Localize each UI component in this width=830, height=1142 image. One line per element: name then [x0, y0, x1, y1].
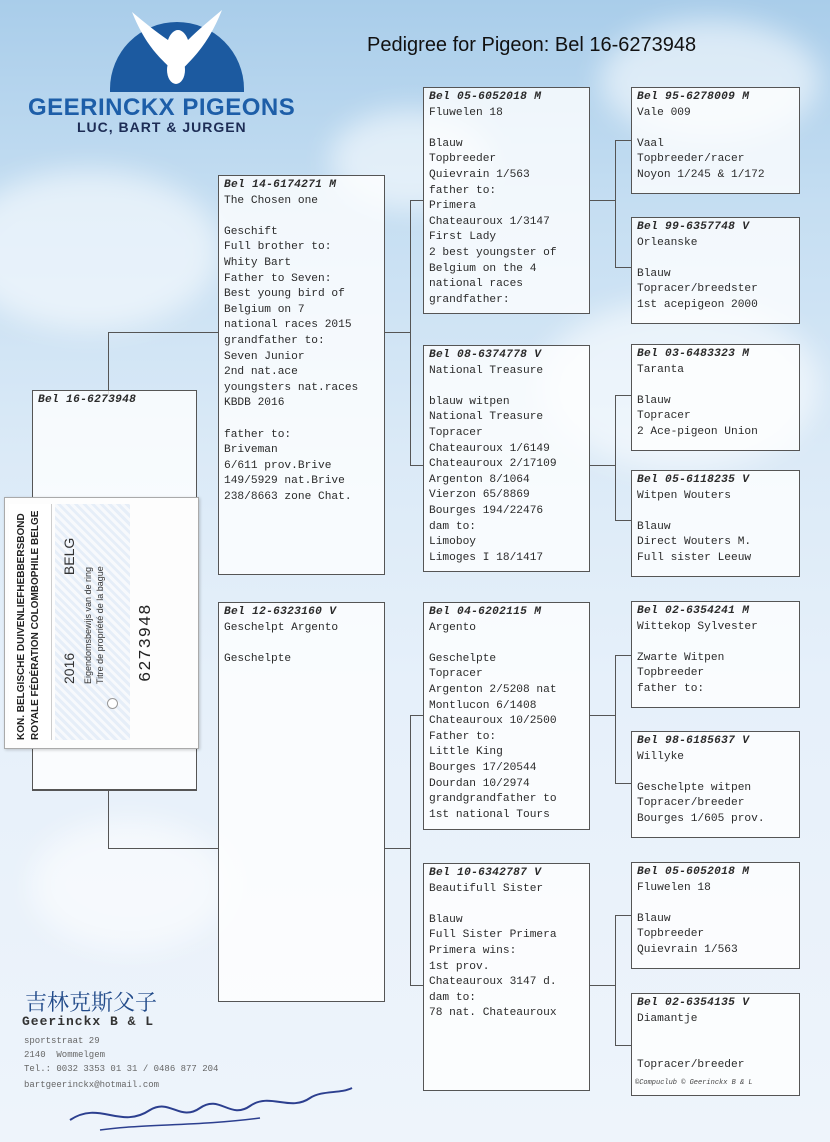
ring-card-info [55, 504, 130, 740]
connector [615, 783, 631, 784]
connector [410, 715, 423, 716]
connector [615, 1045, 631, 1046]
pedigree-line: Blauw [429, 137, 463, 150]
brand-name: GEERINCKX PIGEONS [28, 94, 296, 121]
great-grandparent-ring: Bel 95-6278009 M [637, 91, 750, 103]
signature-icon [60, 1080, 360, 1140]
pedigree-line [637, 504, 794, 520]
great-grandparent-box [631, 601, 800, 708]
pedigree-line: Chateauroux 3147 d. [429, 976, 557, 989]
connector [615, 140, 631, 141]
ring-card-number: 6273948 [137, 603, 156, 682]
pedigree-line: The Chosen one [224, 194, 318, 207]
great-grandparent-ring: Bel 05-6052018 M [637, 866, 750, 878]
pedigree-line [637, 121, 794, 137]
brand-subtitle: LUC, BART & JURGEN [77, 119, 247, 135]
pedigree-line [429, 379, 584, 395]
pedigree-line [637, 635, 794, 651]
ring-card-federation [9, 504, 57, 740]
pedigree-line: 1st prov. [429, 960, 490, 973]
connector [410, 715, 411, 985]
connector [385, 332, 410, 333]
great-grandparent-lines [637, 106, 794, 184]
pedigree-line [637, 896, 794, 912]
grandparent-ring: Bel 08-6374778 V [429, 349, 542, 361]
pedigree-line: Argenton 8/1064 [429, 473, 530, 486]
pedigree-line: Wittekop Sylvester [637, 620, 758, 633]
pedigree-line: Limoges I 18/1417 [429, 551, 544, 564]
pedigree-line: Witpen Wouters [637, 489, 731, 502]
great-grandparent-box [631, 731, 800, 838]
grandparent-box [423, 87, 590, 314]
pedigree-line: Full sister Leeuw [637, 551, 752, 564]
pedigree-line: Topracer/breeder [637, 797, 745, 810]
pedigree-line: dam to: [429, 991, 476, 1004]
pedigree-line: Chateauroux 1/6149 [429, 442, 550, 455]
pedigree-line [637, 1043, 794, 1059]
connector [108, 332, 218, 333]
pedigree-line [429, 636, 584, 652]
pedigree-line: Montlucon 6/1408 [429, 699, 537, 712]
pedigree-line [224, 636, 379, 652]
pedigree-line: Zwarte Witpen [637, 651, 725, 664]
pedigree-line [637, 1027, 794, 1043]
pedigree-line: Geschift [224, 225, 278, 238]
pedigree-line: KBDB 2016 [224, 397, 285, 410]
pedigree-line: Willyke [637, 750, 684, 763]
pedigree-line: youngsters nat.races [224, 381, 359, 394]
cloud [0, 170, 220, 330]
ring-card-year: 2016 [61, 652, 77, 684]
pedigree-line: 238/8663 zone Chat. [224, 490, 352, 503]
pedigree-line: Whity Bart [224, 256, 292, 269]
pedigree-line: national races 2015 [224, 319, 352, 332]
pedigree-line [637, 251, 794, 267]
pedigree-line: Topracer/breeder [637, 1059, 745, 1072]
ring-card [4, 497, 199, 749]
footer-email: bartgeerinckx@hotmail.com [24, 1080, 160, 1090]
pedigree-line: Quievrain 1/563 [637, 943, 738, 956]
connector [108, 332, 109, 395]
footer-street: sportstraat 29 [24, 1036, 100, 1046]
pedigree-line: Beautifull Sister [429, 882, 544, 895]
grandparent-ring: Bel 05-6052018 M [429, 91, 542, 103]
pedigree-line: father to: [224, 428, 292, 441]
pedigree-line: Little King [429, 746, 503, 759]
pedigree-line: Topracer/breedster [637, 283, 758, 296]
pedigree-line: blauw witpen [429, 395, 510, 408]
dam-lines [224, 621, 379, 668]
footer-tel: Tel.: 0032 3353 01 31 / 0486 877 204 [24, 1064, 219, 1074]
grandparent-ring: Bel 04-6202115 M [429, 606, 542, 618]
pedigree-line: Blauw [637, 267, 671, 280]
ring-card-country: BELG [61, 537, 77, 576]
connector [410, 465, 423, 466]
grandparent-lines [429, 621, 584, 824]
pedigree-line: national races [429, 278, 523, 291]
footer-name: Geerinckx B & L [22, 1014, 155, 1029]
great-grandparent-ring: Bel 03-6483323 M [637, 348, 750, 360]
pedigree-line [224, 412, 379, 428]
pedigree-line: 1st national Tours [429, 808, 550, 821]
connector [32, 790, 197, 791]
connector [615, 395, 616, 520]
pedigree-line: 2nd nat.ace [224, 366, 298, 379]
pedigree-line [637, 378, 794, 394]
grandparent-lines [429, 364, 584, 567]
connector [615, 395, 631, 396]
sire-box [218, 175, 385, 575]
grandparent-box [423, 863, 590, 1091]
pedigree-line: 2 best youngster of [429, 246, 557, 259]
pedigree-line: Briveman [224, 444, 278, 457]
connector [615, 655, 631, 656]
great-grandparent-lines [637, 750, 794, 828]
pedigree-line: Geschelpte witpen [637, 781, 752, 794]
pedigree-line: Blauw [429, 913, 463, 926]
pedigree-line: Topracer [429, 426, 483, 439]
pedigree-line: Primera wins: [429, 944, 517, 957]
pedigree-line: Topbreeder/racer [637, 153, 745, 166]
ring-card-text-nl: Eigendomsbewijs van de ring [83, 566, 93, 684]
great-grandparent-lines [637, 236, 794, 314]
pedigree-line: Geschelpt Argento [224, 621, 339, 634]
sire-ring: Bel 14-6174271 M [224, 179, 337, 191]
pedigree-line: Noyon 1/245 & 1/172 [637, 168, 765, 181]
ring-card-federation-nl: KON. BELGISCHE DUIVENLIEFHEBBERSBOND [16, 513, 27, 740]
ring-card-year-country [55, 504, 77, 740]
pedigree-line: Seven Junior [224, 350, 305, 363]
great-grandparent-box [631, 217, 800, 324]
pedigree-line: Argenton 2/5208 nat [429, 683, 557, 696]
pedigree-line: Topracer [429, 668, 483, 681]
connector [108, 848, 218, 849]
connector [615, 140, 616, 267]
pedigree-line: father to: [637, 682, 705, 695]
connector [615, 915, 616, 1045]
great-grandparent-ring: Bel 05-6118235 V [637, 474, 750, 486]
pedigree-line: Vaal [637, 137, 664, 150]
pedigree-line: grandfather to: [224, 334, 325, 347]
pedigree-line: grandgrandfather to [429, 793, 557, 806]
connector [410, 200, 411, 465]
pedigree-line: Limoboy [429, 536, 476, 549]
great-grandparent-box [631, 993, 800, 1096]
pedigree-line: Full brother to: [224, 241, 332, 254]
connector [590, 465, 615, 466]
sire-lines [224, 194, 379, 506]
grandparent-lines [429, 106, 584, 309]
great-grandparent-lines [637, 489, 794, 567]
connector [590, 985, 615, 986]
footer-chinese-name: 吉林克斯父子 [25, 991, 158, 1016]
pedigree-line: Belgium on the 4 [429, 262, 537, 275]
great-grandparent-lines [637, 620, 794, 698]
ring-card-band [9, 504, 52, 740]
pedigree-line: 6/611 prov.Brive [224, 459, 332, 472]
pedigree-line [224, 209, 379, 225]
great-grandparent-ring: Bel 99-6357748 V [637, 221, 750, 233]
pedigree-line: Best young bird of [224, 288, 345, 301]
pedigree-line: Orleanske [637, 236, 698, 249]
pedigree-line: 2 Ace-pigeon Union [637, 425, 758, 438]
great-grandparent-box [631, 87, 800, 194]
pedigree-line: Topracer [637, 410, 691, 423]
ring-card-hole [107, 698, 118, 709]
connector [590, 715, 615, 716]
great-grandparent-lines [637, 881, 794, 959]
page-title: Pedigree for Pigeon: Bel 16-6273948 [367, 34, 697, 56]
pedigree-line: Vierzon 65/8869 [429, 489, 530, 502]
connector [615, 520, 631, 521]
pedigree-line: Chateauroux 2/17109 [429, 458, 557, 471]
pedigree-line: Direct Wouters M. [637, 536, 752, 549]
pedigree-line: National Treasure [429, 364, 544, 377]
compuclub-credit: ©Compuclub © Geerinckx B & L [635, 1079, 753, 1088]
pedigree-line: grandfather: [429, 293, 510, 306]
pedigree-line: Primera [429, 200, 476, 213]
great-grandparent-box [631, 344, 800, 451]
great-grandparent-lines [637, 1012, 794, 1074]
great-grandparent-ring: Bel 02-6354135 V [637, 997, 750, 1009]
pedigree-line: Argento [429, 621, 476, 634]
connector [615, 267, 631, 268]
pedigree-line: First Lady [429, 231, 497, 244]
pedigree-line: Fluwelen 18 [637, 881, 711, 894]
ring-card-info-rotated [55, 504, 130, 740]
pedigree-line: Geschelpte [429, 652, 497, 665]
pedigree-line: Bourges 194/22476 [429, 504, 544, 517]
pedigree-line: Diamantje [637, 1012, 698, 1025]
pedigree-line: Bourges 17/20544 [429, 761, 537, 774]
dam-box [218, 602, 385, 1002]
ring-card-federation-fr: ROYALE FÉDÉRATION COLOMBOPHILE BELGE [30, 510, 41, 740]
ring-card-number-area [133, 504, 193, 740]
pedigree-line [429, 121, 584, 137]
subject-ring: Bel 16-6273948 [38, 394, 137, 406]
great-grandparent-box [631, 862, 800, 969]
dam-ring: Bel 12-6323160 V [224, 606, 337, 618]
pedigree-line: Blauw [637, 520, 671, 533]
pedigree-line: Geschelpte [224, 652, 292, 665]
pedigree-line: father to: [429, 184, 497, 197]
cloud [30, 820, 230, 950]
pedigree-line [429, 897, 584, 913]
grandparent-lines [429, 882, 584, 1022]
grandparent-ring: Bel 10-6342787 V [429, 867, 542, 879]
grandparent-box [423, 345, 590, 572]
connector [108, 790, 109, 848]
connector [385, 848, 410, 849]
pedigree-line: dam to: [429, 520, 476, 533]
pedigree-line: Topbreeder [637, 928, 705, 941]
pedigree-line: Topbreeder [429, 153, 497, 166]
pedigree-line: 1st acepigeon 2000 [637, 298, 758, 311]
pedigree-line: Blauw [637, 394, 671, 407]
pedigree-line: Belgium on 7 [224, 303, 305, 316]
pedigree-line: Taranta [637, 363, 684, 376]
connector [615, 915, 631, 916]
pedigree-line: Father to: [429, 730, 497, 743]
great-grandparent-ring: Bel 02-6354241 M [637, 605, 750, 617]
footer-city: 2140 Wommelgem [24, 1050, 106, 1060]
pedigree-line: Vale 009 [637, 106, 691, 119]
great-grandparent-box [631, 470, 800, 577]
grandparent-box [423, 602, 590, 830]
pedigree-line: Chateauroux 1/3147 [429, 215, 550, 228]
pedigree-line: National Treasure [429, 411, 544, 424]
pedigree-line: Chateauroux 10/2500 [429, 715, 557, 728]
great-grandparent-ring: Bel 98-6185637 V [637, 735, 750, 747]
pedigree-line: Fluwelen 18 [429, 106, 503, 119]
pedigree-line: Full Sister Primera [429, 929, 557, 942]
ring-card-text-fr: Titre de propriété de la bague [95, 566, 105, 684]
pedigree-line: Blauw [637, 912, 671, 925]
connector [410, 200, 423, 201]
pedigree-line: Topbreeder [637, 667, 705, 680]
connector [590, 200, 615, 201]
pedigree-line: 78 nat. Chateauroux [429, 1007, 557, 1020]
pedigree-line: Father to Seven: [224, 272, 332, 285]
connector [410, 985, 423, 986]
pedigree-line [637, 765, 794, 781]
dove-logo-icon [126, 4, 226, 86]
great-grandparent-lines [637, 363, 794, 441]
pedigree-line: Dourdan 10/2974 [429, 777, 530, 790]
connector [615, 655, 616, 783]
pedigree-line: Bourges 1/605 prov. [637, 812, 765, 825]
pedigree-line: 149/5929 nat.Brive [224, 475, 345, 488]
pedigree-line: Quievrain 1/563 [429, 168, 530, 181]
